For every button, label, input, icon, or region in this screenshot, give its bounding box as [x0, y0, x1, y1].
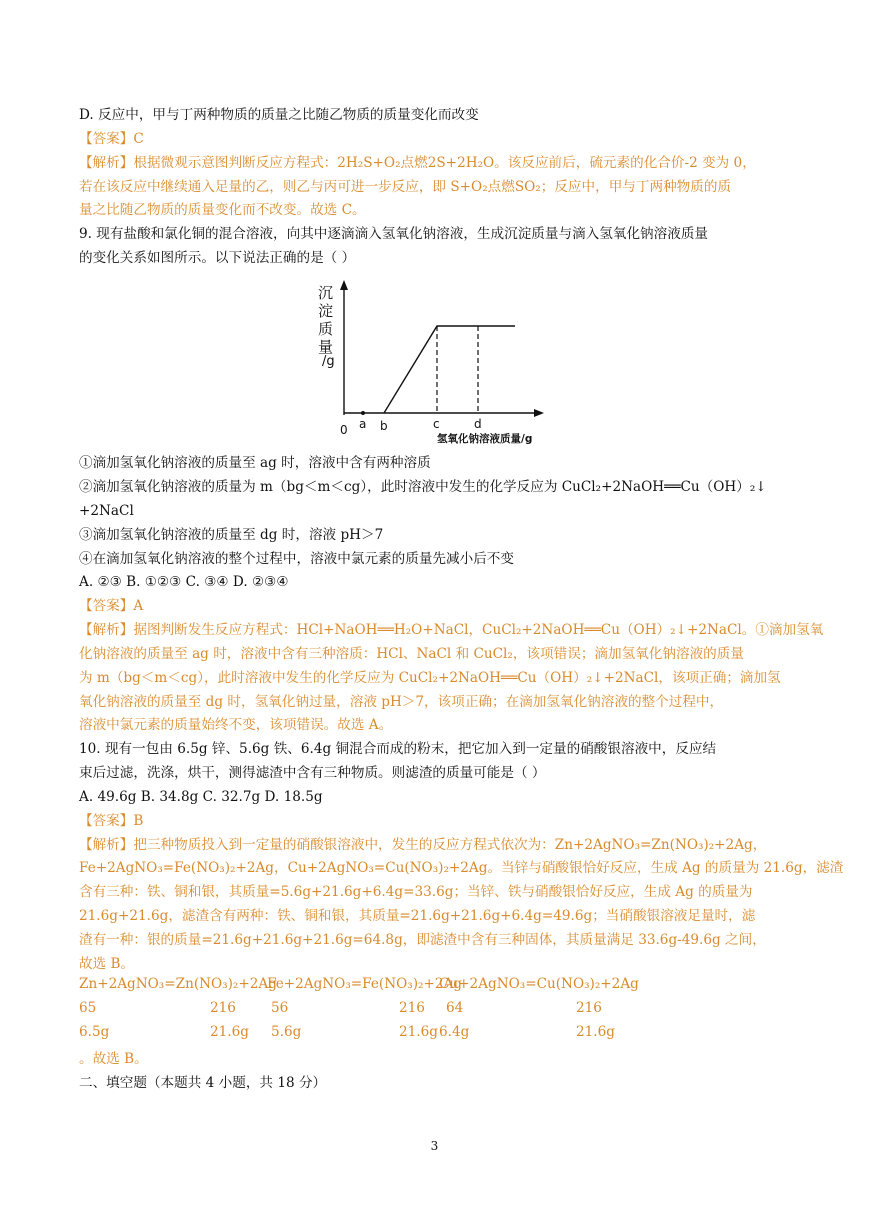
table-cell: 64: [446, 1000, 464, 1016]
text-line: 【解析】据图判断发生反应方程式：HCl+NaOH══H₂O+NaCl，CuCl₂+2NaOH══Cu（OH）₂↓+2NaCl。①滴加氢氧: [79, 622, 824, 638]
table-cell: 21.6g: [576, 1024, 615, 1040]
text-line: 【解析】根据微观示意图判断反应方程式：2H₂S+O₂点燃2S+2H₂O。该反应前后，硫元素的化合价-2 变为 0，: [79, 155, 756, 171]
equation-zn: Zn+2AgNO₃=Zn(NO₃)₂+2Ag: [79, 976, 277, 992]
x-axis-arrow: [534, 409, 544, 417]
origin-label: 0: [340, 423, 348, 437]
option-2: ②滴加氢氧化钠溶液的质量为 m（bg＜m＜cg），此时溶液中发生的化学反应为 CuCl₂+2NaOH══Cu（OH）₂↓: [79, 479, 767, 495]
option-4: ④在滴加氢氧化钠溶液的整个过程中，溶液中氯元素的质量先减小后不变: [79, 551, 514, 567]
y-axis-label-char: /g: [322, 354, 335, 369]
table-cell: 5.6g: [271, 1024, 302, 1040]
text-line: 束后过滤，洗涤，烘干，测得滤渣中含有三种物质。则滤渣的质量可能是（ ）: [79, 765, 546, 781]
text-line: +2NaCl: [79, 503, 134, 519]
tick-label-d: d: [474, 417, 482, 431]
section-heading: 二、填空题（本题共 4 小题，共 18 分）: [79, 1075, 327, 1091]
text-line: 【解析】把三种物质投入到一定量的硝酸银溶液中，发生的反应方程式依次为：Zn+2AgNO₃=Zn(NO₃)₂+2Ag，: [79, 837, 767, 853]
text-line: 21.6g+21.6g，滤渣含有两种：铁、铜和银，其质量=21.6g+21.6g+6.4g=49.6g；当硝酸银溶液足量时，滤: [79, 908, 756, 924]
table-cell: 21.6g: [210, 1024, 249, 1040]
table-cell: 6.4g: [439, 1024, 470, 1040]
question-9: 9. 现有盐酸和氯化铜的混合溶液，向其中逐滴滴入氢氧化钠溶液，生成沉淀质量与滴入氢氧化钠溶液质量: [79, 226, 709, 242]
choices-9: A. ②③ B. ①②③ C. ③④ D. ②③④: [79, 574, 289, 590]
equation-fe: Fe+2AgNO₃=Fe(NO₃)₂+2Ag: [267, 976, 463, 992]
text-line: 故选 B。: [79, 956, 135, 972]
y-axis-label-char: 淀: [318, 302, 334, 320]
text-line: D. 反应中，甲与丁两种物质的质量之比随乙物质的质量变化而改变: [79, 107, 479, 123]
y-axis-label-char: 沉: [318, 284, 334, 302]
tick-label-a: a: [359, 417, 367, 431]
table-cell: 216: [210, 1000, 236, 1016]
graph-svg: [0, 0, 869, 460]
answer-tag: 【答案】C: [79, 131, 144, 147]
text-line: 含有三种：铁、铜和银，其质量=5.6g+21.6g+6.4g=33.6g；当锌、铁与硝酸银恰好反应，生成 Ag 的质量为: [79, 884, 753, 900]
precipitate-curve: [384, 326, 515, 413]
table-cell: 56: [271, 1000, 289, 1016]
answer-tag: 【答案】B: [79, 813, 144, 829]
text-line: 溶液中氯元素的质量始终不变，该项错误。故选 A。: [79, 717, 393, 733]
table-cell: 6.5g: [79, 1024, 110, 1040]
option-1: ①滴加氢氧化钠溶液的质量至 ag 时，溶液中含有两种溶质: [79, 455, 431, 471]
text-line: 化钠溶液的质量至 ag 时，溶液中含有三种溶质：HCl、NaCl 和 CuCl₂，该项错误；滴加氢氧化钠溶液的质量: [79, 646, 744, 662]
option-3: ③滴加氢氧化钠溶液的质量至 dg 时，溶液 pH＞7: [79, 527, 384, 543]
text-line: 的变化关系如图所示。以下说法正确的是（ ）: [79, 250, 356, 266]
tick-label-b: b: [380, 419, 388, 433]
y-axis-label-char: 量: [318, 338, 334, 356]
text-line: 若在该反应中继续通入足量的乙，则乙与丙可进一步反应，即 S+O₂点燃SO₂；反应中，甲与丁两种物质的质: [79, 179, 732, 195]
text-line: 氧化钠溶液的质量至 dg 时，氢氧化钠过量，溶液 pH＞7，该项正确；在滴加氢氧化钠溶液的整个过程中，: [79, 694, 724, 710]
equation-cu: Cu+2AgNO₃=Cu(NO₃)₂+2Ag: [439, 976, 639, 992]
y-axis-arrow: [340, 280, 348, 290]
text-line: 量之比随乙物质的质量变化而不改变。故选 C。: [79, 202, 366, 218]
table-cell: 65: [79, 1000, 97, 1016]
answer-tag: 【答案】A: [79, 598, 144, 614]
x-axis-label: 氢氧化钠溶液质量/g: [437, 433, 533, 445]
page-number: 3: [430, 1139, 439, 1153]
choices-10: A. 49.6g B. 34.8g C. 32.7g D. 18.5g: [79, 789, 323, 805]
tick-label-c: c: [433, 417, 440, 431]
text-line: 为 m（bg＜m＜cg），此时溶液中发生的化学反应为 CuCl₂+2NaOH══Cu（OH）₂↓+2NaCl，该项正确；滴加氢: [79, 670, 781, 686]
point-a: [361, 411, 365, 415]
table-cell: 216: [399, 1000, 425, 1016]
text-line: 渣有一种：银的质量=21.6g+21.6g+21.6g=64.8g，即滤渣中含有三种固体，其质量满足 33.6g-49.6g 之间，: [79, 932, 766, 948]
question-10: 10. 现有一包由 6.5g 锌、5.6g 铁、6.4g 铜混合而成的粉末，把它加入到一定量的硝酸银溶液中，反应结: [79, 741, 717, 757]
table-cell: 216: [576, 1000, 602, 1016]
table-cell: 21.6g: [399, 1024, 438, 1040]
y-axis-label-char: 质: [318, 320, 334, 338]
text-line: Fe+2AgNO₃=Fe(NO₃)₂+2Ag，Cu+2AgNO₃=Cu(NO₃)₂+2Ag。当锌与硝酸银恰好反应，生成 Ag 的质量为 21.6g，滤渣: [79, 860, 844, 876]
text-line: 。故选 B。: [79, 1051, 148, 1067]
